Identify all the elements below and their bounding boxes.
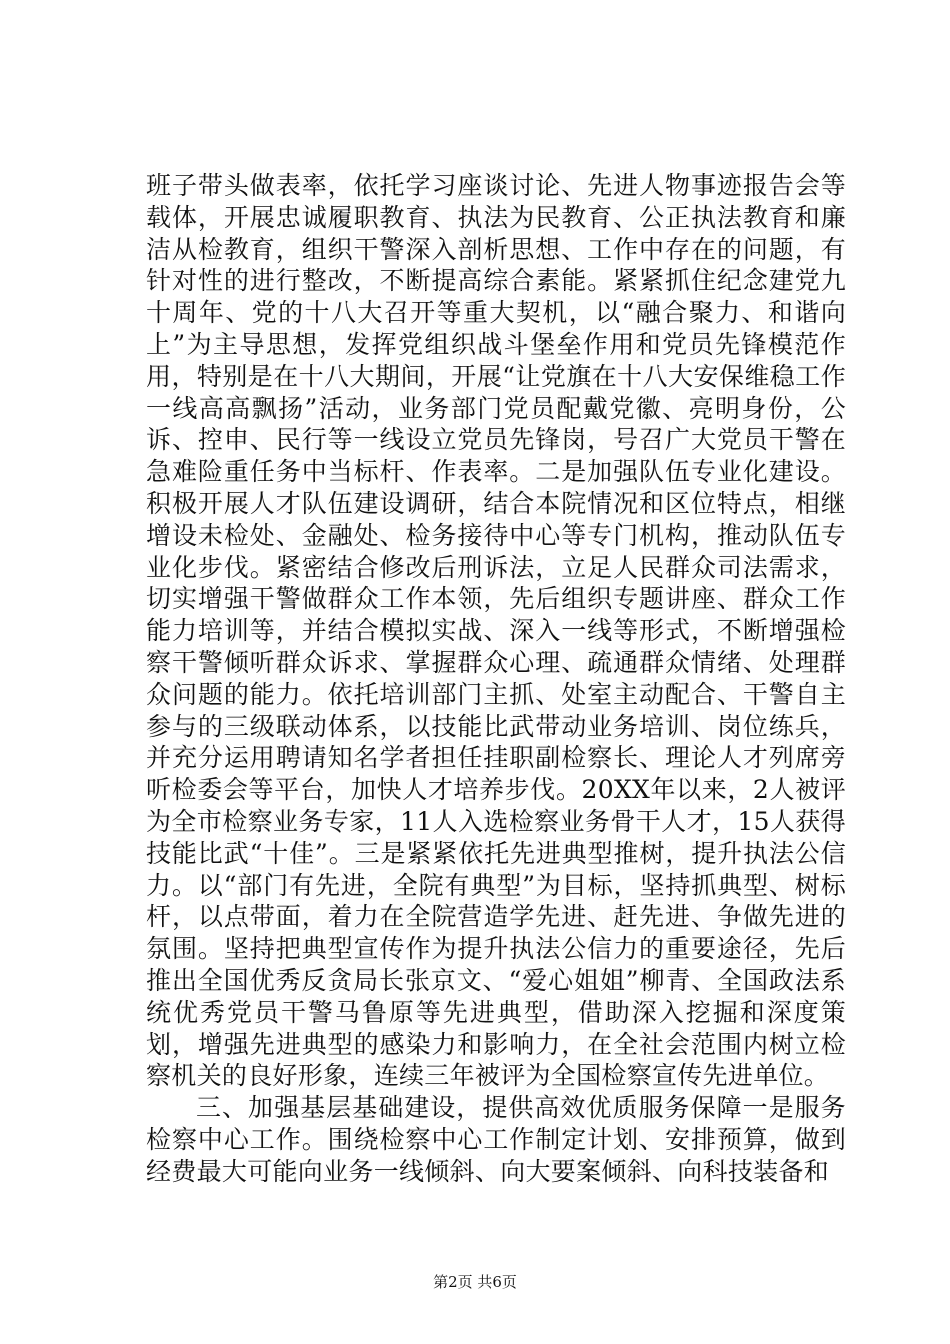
paragraph-section-three: 三、加强基层基础建设，提供高效优质服务保障一是服务检察中心工作。围绕检察中心工作制定计划、安排预算，做到经费最大可能向业务一线倾斜、向大要案倾斜、向科技装备和 [146,1093,846,1186]
body-text [146,170,846,1188]
paragraph-continued: 班子带头做表率，依托学习座谈讨论、先进人物事迹报告会等载体，开展忠诚履职教育、执法为民教育、公正执法教育和廉洁从检教育，组织干警深入剖析思想、工作中存在的问题，有针对性的进行整改，不断提高综合素能。紧紧抓住纪念建党九十周年、党的十八大召开等重大契机，以“融合聚力、和谐向上”为主导思想，发挥党组织战斗堡垒作用和党员先锋模范作用，特别是在十八大期间，开展“让党旗在十八大安保维稳工作一线高高飘扬”活动，业务部门党员配戴党徽、亮明身份，公诉、控申、民行等一线设立党员先锋岗，号召广大党员干警在急难险重任务中当标杆、作表率。二是加强队伍专业化建设。积极开展人才队伍建设调研，结合本院情况和区位特点，相继增设未检处、金融处、检务接待中心等专门机构，推动队伍专业化步伐。紧密结合修改后刑诉法，立足人民群众司法需求，切实增强干警做群众工作本领，先后组织专题讲座、群众工作能力培训等，并结合模拟实战、深入一线等形式，不断增强检察干警倾听群众诉求、掌握群众心理、疏通群众情绪、处理群众问题的能力。依托培训部门主抓、处室主动配合、干警自主参与的三级联动体系，以技能比武带动业务培训、岗位练兵，并充分运用聘请知名学者担任挂职副检察长、理论人才列席旁听检委会等平台，加快人才培养步伐。20XX年以来，2人被评为全市检察业务专家，11人入选检察业务骨干人才，15人获得技能比武“十佳”。三是紧紧依托先进典型推树，提升执法公信力。以“部门有先进，全院有典型”为目标，坚持抓典型、树标杆，以点带面，着力在全院营造学先进、赶先进、争做先进的氛围。坚持把典型宣传作为提升执法公信力的重要途径，先后推出全国优秀反贪局长张京文、“爱心姐姐”柳青、全国政法系统优秀党员干警马鲁原等先进典型，借助深入挖掘和深度策划，增强先进典型的感染力和影响力，在全社会范围内树立检察机关的良好形象，连续三年被评为全国检察宣传先进单位。 [146,171,846,1091]
page-footer: 第2页 共6页 [433,1273,517,1291]
